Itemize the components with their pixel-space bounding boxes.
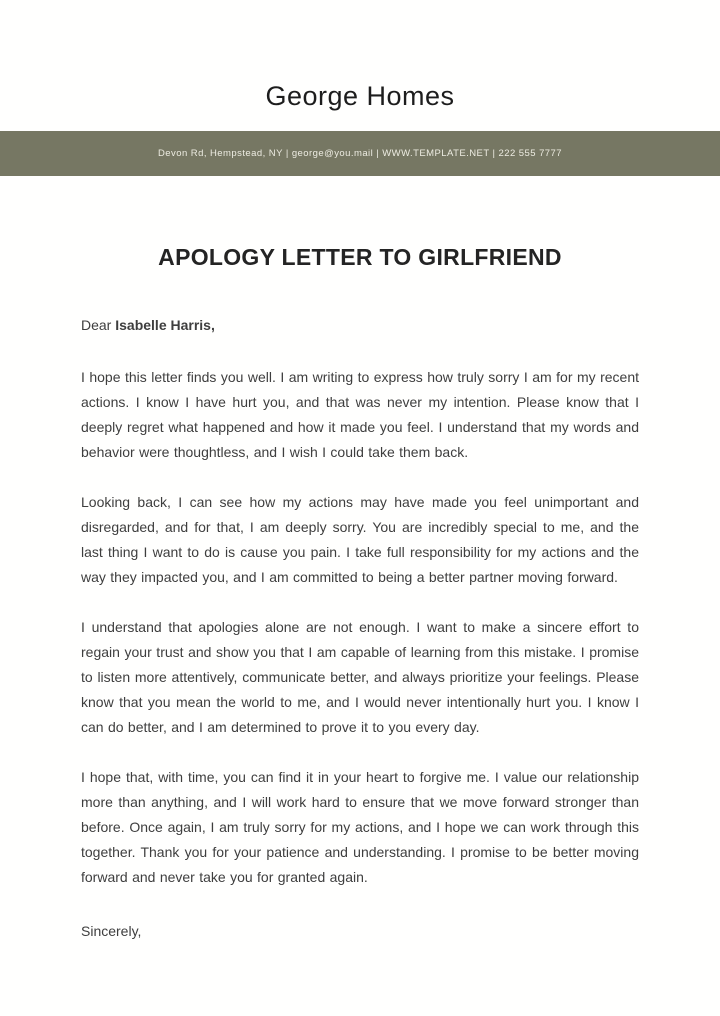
salutation: [81, 313, 639, 338]
letterhead: [0, 0, 720, 176]
letter-body: [0, 243, 720, 944]
sender-name: George Homes: [265, 81, 455, 111]
closing: Sincerely,: [81, 923, 142, 939]
contact-info: Devon Rd, Hempstead, NY | george@you.mail | WWW.TEMPLATE.NET | 222 555 7777: [157, 148, 563, 159]
letter-paragraph-3: I understand that apologies alone are not enough. I want to make a sincere effort to regain your trust and show you that I am capable of learning from this mistake. I promise to listen more attentively, communicate better, and always prioritize your feelings. Please know that you mean the world to me, and I would never intentionally hurt you. I know I can do better, and I am determined to prove it to you every day.: [81, 619, 639, 735]
letter-paragraph-1: I hope this letter finds you well. I am writing to express how truly sorry I am for my recent actions. I know I have hurt you, and that was never my intention. Please know that I deeply regret what happened and how it made you feel. I understand that my words and behavior were thoughtless, and I wish I could take them back.: [81, 369, 639, 460]
recipient-name: Isabelle Harris,: [115, 317, 215, 333]
letter-paragraph-2: Looking back, I can see how my actions may have made you feel unimportant and disregarded, and for that, I am deeply sorry. You are incredibly special to me, and the last thing I want to do is cause you pain. I take full responsibility for my actions and the way they impacted you, and I am committed to being a better partner moving forward.: [81, 494, 639, 585]
salutation-prefix: Dear: [81, 317, 116, 333]
contact-bar: [0, 131, 720, 176]
letter-title: APOLOGY LETTER TO GIRLFRIEND: [158, 244, 562, 270]
letter-paragraph-4: I hope that, with time, you can find it in your heart to forgive me. I value our relationship more than anything, and I will work hard to ensure that we move forward stronger than before. Once again, I am truly sorry for my actions, and I hope we can work through this together. Thank you for your patience and understanding. I promise to be better moving forward and never take you for granted again.: [81, 769, 639, 885]
